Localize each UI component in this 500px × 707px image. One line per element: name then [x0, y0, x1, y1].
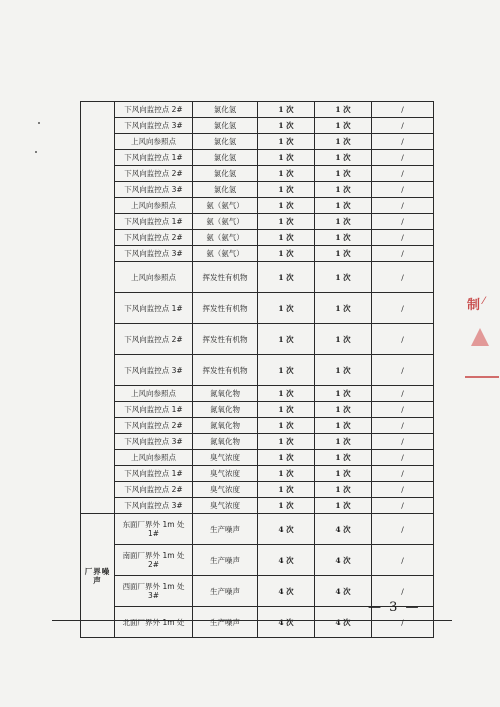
table-row — [81, 102, 434, 118]
pollutant-cell: 氯化氢 — [193, 118, 258, 134]
location-cell: 下风向监控点 1# — [115, 150, 193, 166]
frequency-cell: 1 次 — [315, 246, 372, 262]
note-cell: / — [372, 576, 434, 607]
location-cell: 下风向监控点 3# — [115, 434, 193, 450]
section-cell-air — [81, 102, 115, 514]
pollutant-cell: 氨（氨气） — [193, 198, 258, 214]
scan-speck — [35, 151, 37, 153]
pollutant-cell: 挥发性有机物 — [193, 262, 258, 293]
monitoring-table — [80, 101, 434, 638]
location-cell: 下风向监控点 2# — [115, 230, 193, 246]
table-row — [81, 386, 434, 402]
frequency-cell: 1 次 — [258, 293, 315, 324]
frequency-cell: 4 次 — [315, 545, 372, 576]
seal-stroke: 制 — [467, 298, 481, 313]
frequency-cell: 1 次 — [315, 134, 372, 150]
note-cell: / — [372, 466, 434, 482]
frequency-cell: 1 次 — [258, 386, 315, 402]
pollutant-cell: 臭气浓度 — [193, 466, 258, 482]
seal-line — [465, 376, 499, 378]
frequency-cell: 1 次 — [315, 434, 372, 450]
note-cell: / — [372, 514, 434, 545]
note-cell: / — [372, 386, 434, 402]
frequency-cell: 1 次 — [315, 418, 372, 434]
frequency-cell: 1 次 — [258, 262, 315, 293]
pollutant-cell: 生产噪声 — [193, 607, 258, 638]
note-cell: / — [372, 214, 434, 230]
pollutant-cell: 氯化氢 — [193, 182, 258, 198]
location-cell: 上风向参照点 — [115, 198, 193, 214]
note-cell: / — [372, 150, 434, 166]
frequency-cell: 4 次 — [258, 545, 315, 576]
pollutant-cell: 氯化氢 — [193, 134, 258, 150]
frequency-cell: 1 次 — [258, 230, 315, 246]
frequency-cell: 1 次 — [315, 102, 372, 118]
table-row — [81, 214, 434, 230]
pollutant-cell: 挥发性有机物 — [193, 324, 258, 355]
frequency-cell: 1 次 — [315, 293, 372, 324]
frequency-cell: 1 次 — [315, 262, 372, 293]
frequency-cell: 4 次 — [315, 607, 372, 638]
location-cell: 下风向监控点 2# — [115, 324, 193, 355]
pollutant-cell: 生产噪声 — [193, 545, 258, 576]
pollutant-cell: 挥发性有机物 — [193, 355, 258, 386]
frequency-cell: 1 次 — [315, 450, 372, 466]
section-cell-noise: 厂界噪声 — [81, 514, 115, 638]
frequency-cell: 1 次 — [258, 150, 315, 166]
seal-emblem — [471, 328, 489, 346]
frequency-cell: 1 次 — [258, 214, 315, 230]
location-cell: 上风向参照点 — [115, 134, 193, 150]
frequency-cell: 1 次 — [315, 482, 372, 498]
pollutant-cell: 臭气浓度 — [193, 482, 258, 498]
note-cell: / — [372, 607, 434, 638]
frequency-cell: 1 次 — [258, 102, 315, 118]
frequency-cell: 1 次 — [258, 166, 315, 182]
frequency-cell: 1 次 — [258, 466, 315, 482]
location-cell: 上风向参照点 — [115, 262, 193, 293]
seal-stroke: ⁄ — [483, 296, 485, 307]
pollutant-cell: 臭气浓度 — [193, 498, 258, 514]
location-cell: 下风向监控点 2# — [115, 418, 193, 434]
table-row — [81, 450, 434, 466]
frequency-cell: 1 次 — [315, 466, 372, 482]
pollutant-cell: 氯化氢 — [193, 166, 258, 182]
table-row — [81, 198, 434, 214]
scan-speck — [38, 122, 40, 124]
pollutant-cell: 生产噪声 — [193, 576, 258, 607]
note-cell: / — [372, 450, 434, 466]
location-cell: 下风向监控点 2# — [115, 482, 193, 498]
location-cell: 下风向监控点 1# — [115, 466, 193, 482]
note-cell: / — [372, 262, 434, 293]
location-cell: 北面厂界外 1m 处 — [115, 607, 193, 638]
frequency-cell: 1 次 — [315, 386, 372, 402]
note-cell: / — [372, 166, 434, 182]
note-cell: / — [372, 118, 434, 134]
location-cell: 上风向参照点 — [115, 450, 193, 466]
table-row — [81, 355, 434, 386]
frequency-cell: 1 次 — [258, 324, 315, 355]
location-cell: 下风向监控点 3# — [115, 182, 193, 198]
pollutant-cell: 氯化氢 — [193, 102, 258, 118]
red-seal-fragment — [463, 290, 500, 380]
page-number: — 3 — — [368, 600, 421, 615]
pollutant-cell: 氮氧化物 — [193, 418, 258, 434]
frequency-cell: 1 次 — [315, 214, 372, 230]
frequency-cell: 1 次 — [315, 198, 372, 214]
table-row — [81, 262, 434, 293]
note-cell: / — [372, 545, 434, 576]
table-row — [81, 418, 434, 434]
pollutant-cell: 氨（氨气） — [193, 246, 258, 262]
location-cell: 南面厂界外 1m 处 2# — [115, 545, 193, 576]
location-cell: 上风向参照点 — [115, 386, 193, 402]
frequency-cell: 1 次 — [315, 498, 372, 514]
pollutant-cell: 氮氧化物 — [193, 434, 258, 450]
location-cell: 西面厂界外 1m 处 3# — [115, 576, 193, 607]
frequency-cell: 4 次 — [315, 576, 372, 607]
table-row — [81, 118, 434, 134]
location-cell: 东面厂界外 1m 处 1# — [115, 514, 193, 545]
location-cell: 下风向监控点 1# — [115, 402, 193, 418]
frequency-cell: 4 次 — [258, 576, 315, 607]
table-row — [81, 150, 434, 166]
note-cell: / — [372, 355, 434, 386]
table-row — [81, 402, 434, 418]
note-cell: / — [372, 198, 434, 214]
location-cell: 下风向监控点 1# — [115, 214, 193, 230]
table-row — [81, 166, 434, 182]
note-cell: / — [372, 102, 434, 118]
pollutant-cell: 挥发性有机物 — [193, 293, 258, 324]
frequency-cell: 1 次 — [258, 355, 315, 386]
frequency-cell: 4 次 — [315, 514, 372, 545]
frequency-cell: 4 次 — [258, 514, 315, 545]
frequency-cell: 1 次 — [258, 246, 315, 262]
table-row — [81, 434, 434, 450]
frequency-cell: 1 次 — [258, 134, 315, 150]
note-cell: / — [372, 418, 434, 434]
table-row — [81, 482, 434, 498]
table-row — [81, 466, 434, 482]
frequency-cell: 1 次 — [315, 150, 372, 166]
table-row — [81, 246, 434, 262]
note-cell: / — [372, 293, 434, 324]
location-cell: 下风向监控点 2# — [115, 102, 193, 118]
frequency-cell: 1 次 — [315, 182, 372, 198]
table-row — [81, 230, 434, 246]
note-cell: / — [372, 434, 434, 450]
frequency-cell: 1 次 — [258, 118, 315, 134]
frequency-cell: 1 次 — [258, 402, 315, 418]
location-cell: 下风向监控点 3# — [115, 246, 193, 262]
table-row — [81, 134, 434, 150]
table-row — [81, 498, 434, 514]
frequency-cell: 1 次 — [258, 450, 315, 466]
frequency-cell: 1 次 — [258, 198, 315, 214]
pollutant-cell: 氯化氢 — [193, 150, 258, 166]
table-row — [81, 324, 434, 355]
frequency-cell: 1 次 — [258, 182, 315, 198]
frequency-cell: 1 次 — [315, 355, 372, 386]
note-cell: / — [372, 134, 434, 150]
pollutant-cell: 氮氧化物 — [193, 386, 258, 402]
pollutant-cell: 氮氧化物 — [193, 402, 258, 418]
pollutant-cell: 生产噪声 — [193, 514, 258, 545]
frequency-cell: 1 次 — [315, 166, 372, 182]
note-cell: / — [372, 402, 434, 418]
note-cell: / — [372, 482, 434, 498]
table-row — [81, 514, 434, 545]
location-cell: 下风向监控点 1# — [115, 293, 193, 324]
frequency-cell: 1 次 — [315, 230, 372, 246]
frequency-cell: 1 次 — [258, 482, 315, 498]
frequency-cell: 1 次 — [258, 498, 315, 514]
frequency-cell: 1 次 — [315, 118, 372, 134]
note-cell: / — [372, 230, 434, 246]
table-row — [81, 545, 434, 576]
location-cell: 下风向监控点 2# — [115, 166, 193, 182]
location-cell: 下风向监控点 3# — [115, 118, 193, 134]
frequency-cell: 1 次 — [315, 402, 372, 418]
location-cell: 下风向监控点 3# — [115, 498, 193, 514]
pollutant-cell: 氨（氨气） — [193, 230, 258, 246]
location-cell: 下风向监控点 3# — [115, 355, 193, 386]
note-cell: / — [372, 182, 434, 198]
note-cell: / — [372, 498, 434, 514]
pollutant-cell: 氨（氨气） — [193, 214, 258, 230]
footer-rule — [52, 620, 452, 621]
table-row — [81, 293, 434, 324]
frequency-cell: 4 次 — [258, 607, 315, 638]
pollutant-cell: 臭气浓度 — [193, 450, 258, 466]
table-row — [81, 182, 434, 198]
note-cell: / — [372, 246, 434, 262]
frequency-cell: 1 次 — [258, 434, 315, 450]
frequency-cell: 1 次 — [315, 324, 372, 355]
monitoring-table-body — [81, 102, 434, 638]
frequency-cell: 1 次 — [258, 418, 315, 434]
note-cell: / — [372, 324, 434, 355]
